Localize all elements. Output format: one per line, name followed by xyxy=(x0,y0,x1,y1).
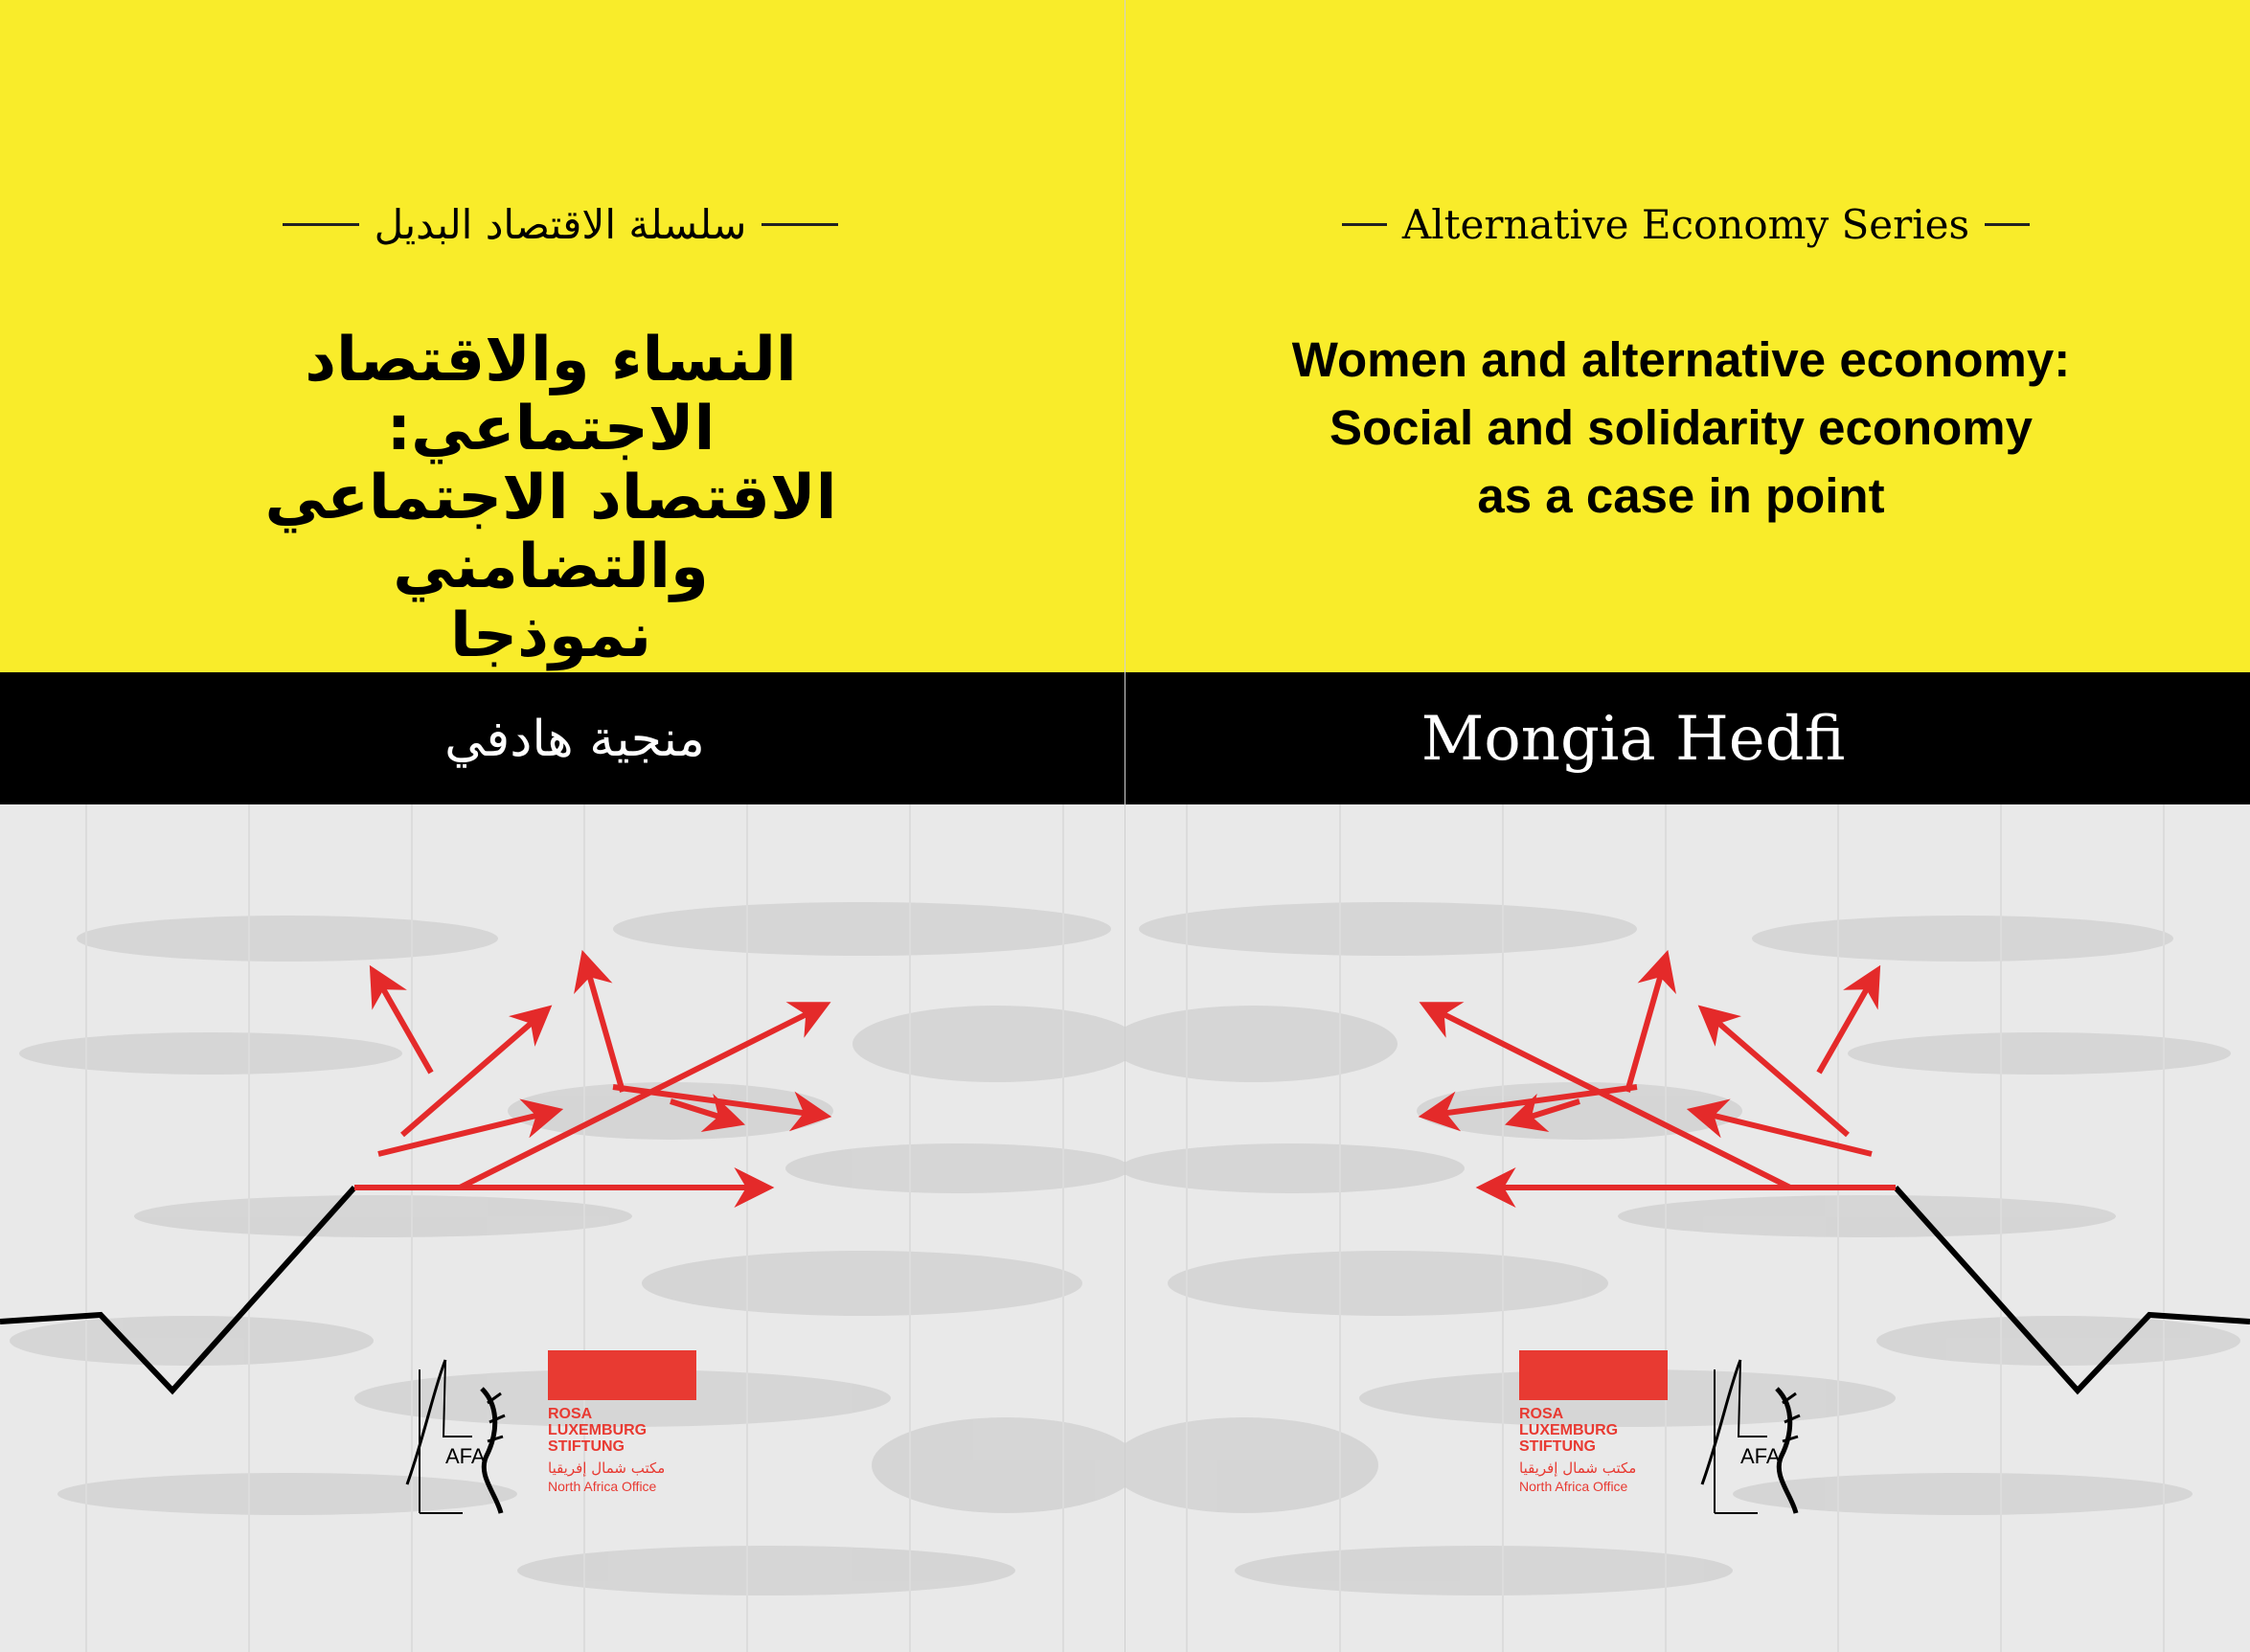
rls-name-line: ROSA xyxy=(548,1406,593,1422)
rls-name-line: ROSA xyxy=(1519,1406,1564,1422)
rls-logo xyxy=(548,1350,701,1494)
rls-logo xyxy=(1519,1350,1672,1494)
alfa-logo-text: AFA xyxy=(445,1444,486,1468)
series-dash-left xyxy=(1342,223,1387,226)
series-dash-right xyxy=(1985,223,2030,226)
growth-arrows-graphic xyxy=(0,804,1125,1652)
series-heading xyxy=(1327,201,2045,248)
rls-office-arabic: مكتب شمال إفريقيا xyxy=(548,1460,666,1477)
title-line: Women and alternative economy: xyxy=(1291,332,2071,387)
book-title xyxy=(134,326,967,670)
title-line: الاقتصاد الاجتماعي والتضامني xyxy=(264,463,837,602)
series-label: سلسلة الاقتصاد البديل xyxy=(374,201,747,248)
alfa-logo xyxy=(1700,1350,1806,1523)
alfa-logo xyxy=(405,1350,511,1523)
rls-office-arabic: مكتب شمال إفريقيا xyxy=(1519,1460,1637,1477)
book-title xyxy=(1202,326,2160,530)
series-dash-left xyxy=(283,223,359,226)
author-name: منجية هادفي xyxy=(444,711,705,768)
alfa-logo-icon xyxy=(405,1350,511,1523)
english-cover xyxy=(1125,0,2250,1652)
title-line: نموذجا xyxy=(449,600,652,671)
rls-logo-icon xyxy=(548,1350,696,1400)
series-heading xyxy=(182,201,939,248)
rls-office-english: North Africa Office xyxy=(548,1479,657,1494)
rls-logo-icon xyxy=(1519,1350,1668,1400)
series-dash-right xyxy=(761,223,838,226)
rls-name-line: STIFTUNG xyxy=(1519,1438,1596,1455)
title-line: النساء والاقتصاد الاجتماعي: xyxy=(305,325,797,464)
rls-office-english: North Africa Office xyxy=(1519,1479,1628,1494)
series-label: Alternative Economy Series xyxy=(1401,201,1970,248)
rls-name-line: LUXEMBURG xyxy=(548,1422,648,1438)
rls-name-line: STIFTUNG xyxy=(548,1438,625,1455)
rls-name-line: LUXEMBURG xyxy=(1519,1422,1619,1438)
title-line: as a case in point xyxy=(1477,468,1885,523)
title-line: Social and solidarity economy xyxy=(1329,400,2034,455)
growth-arrows-graphic xyxy=(1125,804,2250,1652)
author-name: Mongia Hedfi xyxy=(1420,704,1846,775)
alfa-logo-text: AFA xyxy=(1740,1444,1781,1468)
alfa-logo-icon xyxy=(1700,1350,1806,1523)
